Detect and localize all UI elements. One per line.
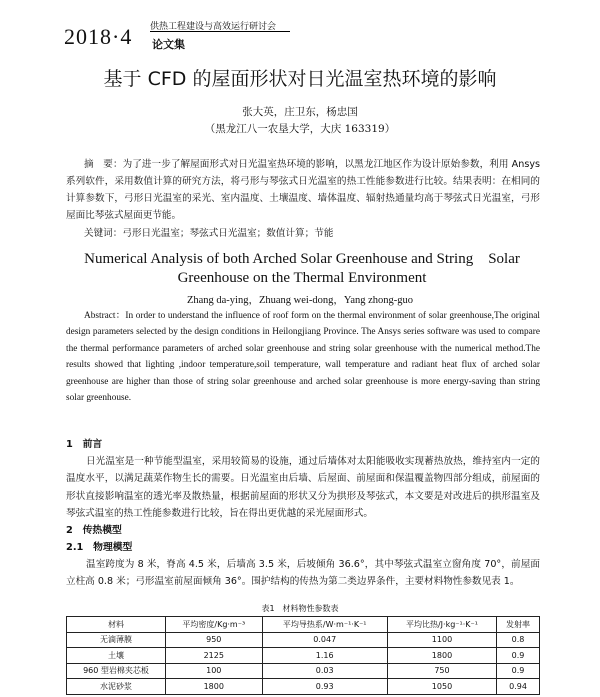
author-list-en: Zhang da-ying，Zhuang wei-dong，Yang zhong-guo [186, 295, 414, 306]
table-cell: 1.16 [262, 648, 387, 664]
table-row [67, 632, 540, 648]
material-properties-table [66, 616, 540, 695]
keywords-cn: 关键词：弓形日光温室；琴弦式日光温室；数值计算；节能 [84, 228, 334, 239]
table-cell: 2125 [166, 648, 263, 664]
table-cell: 0.93 [262, 679, 387, 695]
table-caption: 表1 材料物性参数表 [261, 604, 339, 613]
paper-title-en: Numerical Analysis of both Arched Solar Greenhouse and String Solar Greenhouse on the Thermal Environment [84, 251, 520, 286]
table-row [67, 679, 540, 695]
author-list: 张大英，庄卫东，杨忠国 [242, 106, 358, 118]
paragraph-intro: 日光温室是一种节能型温室，采用较简易的设施，通过后墙体对太阳能吸收实现蓄热放热，维持室内一定的温度水平，以满足蔬菜作物生长的需要。日光温室由后墙、后屋面、前屋面和保温覆盖物四部分组成，前屋面的形状直接影响温室的透光率及散热量，根据前屋面的形状又分为拱形及琴弦式，本文要是对改进后的拱形温室及琴弦式温室的热工性能参数进行比较，旨在得出更优越的采光屋面形式。 [66, 456, 540, 520]
table-row [67, 663, 540, 679]
abstract-cn: 摘 要：为了进一步了解屋面形式对日光温室热环境的影响，以黑龙江地区作为设计原始参数，利用 Ansys 系列软件，采用数值计算的研究方法，将弓形与琴弦式日光温室的热工性能参数进行比较。结果表明：在相同的计算参数下，弓形日光温室的采光、室内温度、土壤温度、墙体温度、辐射热通量均高于琴弦式日光温室，弓形屋面比琴弦式屋面更节能。 [66, 159, 540, 221]
table-cell: 1800 [166, 679, 263, 695]
table-header: 平均比热/J·kg⁻¹·K⁻¹ [387, 617, 496, 633]
table-cell: 750 [387, 663, 496, 679]
table-cell: 1050 [387, 679, 496, 695]
table-cell: 0.8 [497, 632, 540, 648]
table-cell: 0.9 [497, 663, 540, 679]
table-cell: 无滴薄膜 [67, 632, 166, 648]
section-heading-intro: 1 前言 [66, 439, 103, 450]
section-heading-model: 2 传热模型 [66, 525, 122, 536]
conference-name: 供热工程建设与高效运行研讨会 [150, 22, 277, 32]
table-row [67, 648, 540, 664]
table-header: 平均密度/Kg·m⁻³ [166, 617, 263, 633]
paragraph-physical-model: 温室跨度为 8 米，脊高 4.5 米，后墙高 3.5 米，后坡倾角 36.6°，其中琴弦式温室立窗角度 70°，前屋面立柱高 0.8 米；弓形温室前屋面倾角 36°。围护结构的传热为第二类边界条件，主要材料物性参数见表 1。 [66, 559, 540, 588]
paper-title: 基于 CFD 的屋面形状对日光温室热环境的影响 [103, 68, 497, 90]
issue-number: 2018·4 [64, 24, 133, 49]
table-cell: 0.94 [497, 679, 540, 695]
table-cell: 960 型岩棉夹芯板 [67, 663, 166, 679]
affiliation: （黑龙江八一农垦大学，大庆 163319） [204, 123, 396, 135]
table-cell: 0.047 [262, 632, 387, 648]
table-cell: 土壤 [67, 648, 166, 664]
table-header: 材料 [67, 617, 166, 633]
table-cell: 0.03 [262, 663, 387, 679]
abstract-en: Abstract：In order to understand the influence of roof form on the thermal environment of solar greenhouse,The original design parameters selected by the design conditions in Heilongjiang Province. The Ansys series software was used to compare the thermal performance parameters of arched solar greenhouse and string solar greenhouse with the numerical method.The results showed that lighting ,indoor temperature,soil temperature, wall temperature and radiant heat flux of arched solar greenhouse are higher than those of string solar greenhouse and arched solar greenhouse is more energy-saving than string solar greenhouse. [66, 311, 540, 404]
table-header: 发射率 [497, 617, 540, 633]
header-rule [150, 31, 290, 32]
table-cell: 100 [166, 663, 263, 679]
series-label: 论文集 [152, 38, 185, 51]
table-cell: 1800 [387, 648, 496, 664]
table-cell: 950 [166, 632, 263, 648]
table-cell: 1100 [387, 632, 496, 648]
table-header: 平均导热系/W·m⁻¹·K⁻¹ [262, 617, 387, 633]
table-header-row [67, 617, 540, 633]
table-cell: 0.9 [497, 648, 540, 664]
table-cell: 水泥砂浆 [67, 679, 166, 695]
subsection-heading-physical: 2.1 物理模型 [66, 542, 133, 553]
